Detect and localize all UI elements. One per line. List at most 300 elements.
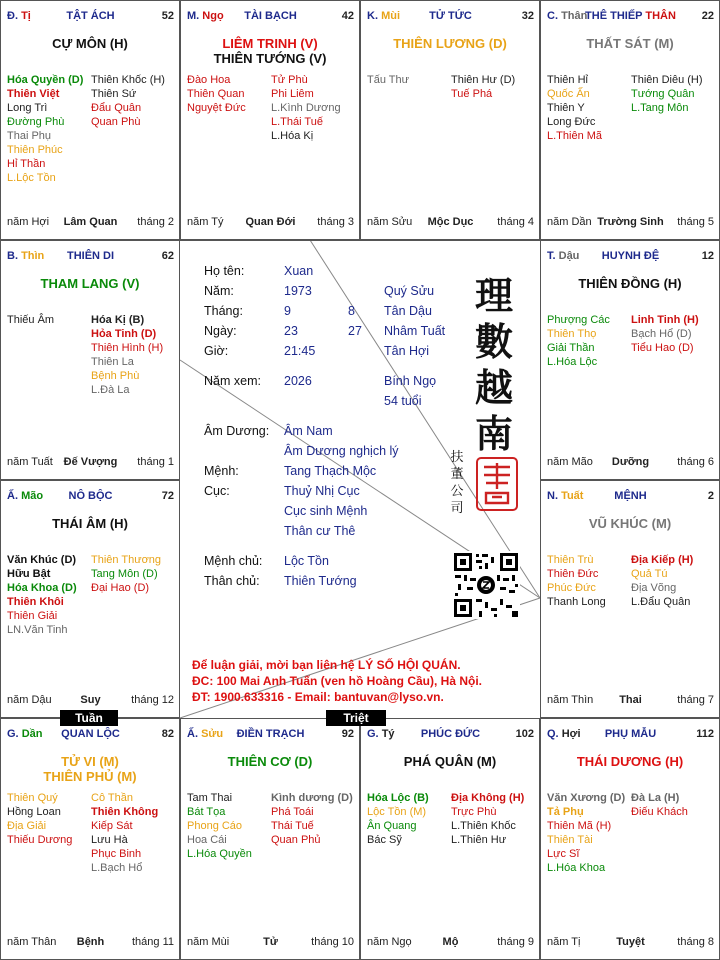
footer-year: năm Tị	[547, 936, 581, 948]
minor-star: Địa Giải	[7, 820, 47, 832]
minor-star: Long Đức	[547, 116, 596, 128]
palace-branch-name: Dần	[21, 728, 43, 740]
tuoi: 54 tuổi	[384, 394, 422, 408]
footer-year: năm Mùi	[187, 936, 230, 948]
main-star: THIÊN LƯƠNG (D)	[393, 36, 507, 51]
ngay-am: Nhâm Tuất	[384, 324, 446, 338]
palace-branch-name: Mùi	[381, 10, 401, 22]
palace-dan[interactable]	[0, 718, 180, 960]
footer-year: năm Dậu	[7, 694, 52, 706]
minor-stars	[7, 553, 175, 637]
footer-year: năm Tuất	[7, 456, 53, 468]
footer-trang-sinh: Mộ	[442, 936, 459, 948]
minor-star: L.Hóa Lộc	[547, 356, 598, 368]
palace-footer	[187, 936, 354, 950]
ngay-label: Ngày:	[204, 324, 237, 338]
minor-star: Hỏa Tinh (D)	[91, 328, 157, 340]
palace-footer	[547, 456, 714, 470]
minor-star: Thái Tuế	[271, 820, 314, 832]
star-column-left	[187, 791, 271, 861]
gio-am: Tân Hợi	[384, 344, 430, 358]
main-star: LIÊM TRINH (V)	[222, 36, 318, 51]
main-star: THIÊN ĐỒNG (H)	[578, 276, 682, 291]
palace-branch-name: Ngọ	[202, 10, 224, 22]
palace-name	[187, 728, 354, 740]
footer-month: tháng 7	[677, 694, 714, 706]
star-column-right	[451, 791, 535, 847]
minor-star: Bệnh Phù	[91, 370, 140, 382]
minor-star: Đẩu Quân	[91, 102, 142, 114]
minor-star: Hóa Kị (B)	[91, 314, 145, 326]
palace-header	[547, 728, 714, 742]
palace-title: THIÊN DI	[66, 250, 115, 262]
minor-star: Phúc Đức	[547, 582, 596, 594]
am-duong-value: Âm Nam	[284, 424, 333, 438]
footer-year: năm Tý	[187, 216, 224, 228]
star-column-left	[7, 553, 91, 637]
am-duong-label: Âm Dương:	[204, 424, 270, 438]
minor-star: Giải Thần	[547, 342, 595, 354]
minor-star: L.Thiên Mã	[547, 130, 603, 142]
minor-star: Cô Thần	[91, 792, 133, 804]
tuan-badge: Tuần	[60, 710, 118, 726]
main-stars	[181, 36, 359, 66]
footer-trang-sinh: Quan Đới	[245, 216, 296, 228]
minor-star: Long Trì	[7, 102, 48, 114]
star-column-right	[91, 313, 175, 397]
main-star: THIÊN CƠ (D)	[227, 754, 313, 769]
palace-stem: M.	[187, 10, 200, 22]
minor-star: Địa Kiếp (H)	[631, 554, 694, 566]
palace-name	[367, 10, 534, 22]
minor-star: Hóa Quyền (D)	[7, 74, 84, 86]
palace-header	[547, 10, 714, 24]
minor-stars	[7, 791, 175, 875]
minor-star: Hóa Khoa (D)	[7, 582, 77, 594]
minor-star: Thiên Quan	[187, 88, 245, 100]
palace-footer	[367, 216, 534, 230]
main-star: THAM LANG (V)	[40, 276, 140, 291]
minor-star: Thiên Khốc (H)	[91, 74, 165, 86]
palace-name	[547, 250, 714, 262]
palace-mui[interactable]	[360, 0, 540, 240]
minor-star: Quan Phù	[91, 116, 141, 128]
seal-char: 董	[450, 467, 464, 482]
palace-footer	[547, 936, 714, 950]
calligraphy-char: 理	[474, 273, 513, 318]
footer-month: tháng 5	[677, 216, 714, 228]
menh-chu-label: Mệnh chủ:	[204, 554, 263, 568]
footer-trang-sinh: Thai	[619, 694, 642, 706]
minor-star: Đường Phù	[7, 116, 65, 128]
minor-star: Kình dương (D)	[271, 792, 353, 804]
palace-stem: C.	[547, 10, 558, 22]
minor-star: Hoa Cái	[187, 834, 227, 846]
minor-star: Văn Xương (D)	[547, 792, 626, 804]
footer-year: năm Hợi	[7, 216, 50, 228]
palace-header	[187, 728, 354, 742]
star-column-right	[271, 73, 355, 143]
palace-name	[547, 490, 714, 502]
palace-age: 42	[341, 10, 354, 22]
palace-footer	[547, 694, 714, 708]
minor-star: Thiếu Âm	[7, 314, 55, 326]
thang-value: 9	[284, 304, 291, 318]
nam-xem-value: 2026	[284, 374, 312, 388]
palace-stem: Q.	[547, 728, 559, 740]
footer-month: tháng 4	[497, 216, 534, 228]
palace-name	[7, 728, 174, 740]
palace-footer	[7, 456, 174, 470]
minor-star: Hữu Bật	[7, 568, 51, 580]
minor-star: Quả Tú	[631, 568, 668, 580]
star-column-left	[7, 791, 91, 875]
minor-star: LN.Văn Tinh	[7, 624, 68, 636]
cuc-value: Thuỷ Nhị Cục	[284, 484, 360, 498]
star-column-right	[91, 553, 175, 637]
palace-footer	[7, 694, 174, 708]
footer-month: tháng 10	[311, 936, 354, 948]
palace-title: TÀI BẠCH	[244, 10, 297, 22]
minor-star: L.Đẩu Quân	[631, 596, 691, 608]
minor-star: Quốc Ấn	[547, 88, 590, 100]
seal-char: 公	[450, 484, 464, 499]
minor-stars	[187, 73, 355, 143]
main-stars	[541, 276, 719, 291]
footer-trang-sinh: Đế Vượng	[63, 456, 118, 468]
ho-ten-value: Xuan	[284, 264, 314, 278]
main-star: THIÊN TƯỚNG (V)	[213, 51, 327, 66]
star-column-right	[631, 553, 715, 609]
palace-footer	[187, 216, 354, 230]
minor-star: Hỉ Thần	[7, 158, 46, 170]
palace-hoi[interactable]	[540, 718, 720, 960]
triet-badge: Triệt	[326, 710, 386, 726]
star-column-left	[367, 73, 451, 101]
palace-branch-name: Mão	[21, 490, 44, 502]
cuc-2: Cục sinh Mệnh	[284, 504, 368, 518]
thang-am-num: 8	[348, 304, 355, 318]
minor-star: Phi Liêm	[271, 88, 314, 100]
minor-star: Thiếu Dương	[7, 834, 73, 846]
star-column-right	[91, 73, 175, 185]
palace-header	[367, 10, 534, 24]
palace-footer	[7, 216, 174, 230]
palace-header	[7, 250, 174, 264]
minor-star: L.Bạch Hổ	[91, 862, 143, 874]
palace-age: 82	[161, 728, 174, 740]
gio-value: 21:45	[284, 344, 316, 358]
minor-star: L.Hóa Khoa	[547, 862, 606, 874]
than-marker: THÂN	[645, 10, 676, 22]
minor-star: Phong Cáo	[187, 820, 243, 832]
palace-age: 12	[701, 250, 714, 262]
palace-branch-name: Thân	[561, 10, 588, 22]
minor-star: Văn Khúc (D)	[7, 554, 77, 566]
thang-am: Tân Dậu	[384, 304, 432, 318]
calligraphy-char: 越	[474, 365, 513, 410]
star-column-right	[91, 791, 175, 875]
palace-thin[interactable]	[0, 240, 180, 480]
palace-ti[interactable]	[0, 0, 180, 240]
minor-star: Phá Toái	[271, 806, 314, 818]
palace-title: TỬ TỨC	[429, 10, 472, 22]
main-star: THIÊN PHỦ (M)	[43, 769, 137, 784]
minor-star: Thiên Không	[91, 806, 159, 818]
minor-star: Thiên Hư (D)	[451, 74, 516, 86]
minor-star: Ân Quang	[367, 820, 417, 832]
ngay-value: 23	[284, 324, 298, 338]
minor-star: Thiên Quý	[7, 792, 58, 804]
minor-star: Lộc Tồn (M)	[367, 806, 427, 818]
minor-star: Quan Phủ	[271, 834, 321, 846]
minor-star: Linh Tinh (H)	[631, 314, 699, 326]
main-stars	[541, 754, 719, 769]
minor-star: Bát Tọa	[187, 806, 226, 818]
palace-stem: G.	[367, 728, 379, 740]
minor-star: Thiên Khôi	[7, 596, 64, 608]
minor-star: Thiên Đức	[547, 568, 599, 580]
palace-name	[547, 728, 714, 740]
palace-header	[547, 250, 714, 264]
nam-label: Năm:	[204, 284, 234, 298]
star-column-left	[547, 553, 631, 609]
minor-star: Thiên Giải	[7, 610, 58, 622]
minor-star: Địa Không (H)	[451, 792, 525, 804]
palace-stem: T.	[547, 250, 556, 262]
cuc-3: Thân cư Thê	[284, 524, 356, 538]
minor-star: Điếu Khách	[631, 806, 688, 818]
main-stars	[1, 754, 179, 784]
minor-star: Thiên Trù	[547, 554, 594, 566]
palace-name	[547, 10, 714, 22]
palace-tuat[interactable]	[540, 480, 720, 718]
palace-branch-name: Dậu	[558, 250, 580, 262]
minor-star: Bác Sỹ	[367, 834, 402, 846]
qr-code-icon[interactable]	[452, 551, 520, 619]
minor-star: Tuế Phá	[451, 88, 493, 100]
menh-value: Tang Thạch Mộc	[284, 464, 377, 478]
minor-stars	[7, 313, 175, 397]
palace-suu[interactable]	[180, 718, 360, 960]
star-column-right	[631, 73, 715, 143]
minor-stars	[547, 313, 715, 369]
palace-title: PHÚC ĐỨC	[420, 728, 481, 740]
footer-year: năm Thìn	[547, 694, 594, 706]
palace-age: 52	[161, 10, 174, 22]
contact-phone-email: ĐT: 1900.633316 - Email: bantuvan@lyso.vn.	[192, 690, 444, 704]
palace-age: 72	[161, 490, 174, 502]
palace-branch-name: Tị	[21, 10, 31, 22]
palace-header	[7, 10, 174, 24]
minor-star: Lưu Hà	[91, 834, 128, 846]
minor-star: L.Thiên Khốc	[451, 820, 516, 832]
main-stars	[361, 36, 539, 51]
footer-year: năm Sửu	[367, 216, 413, 228]
seal-char: 扶	[450, 450, 464, 465]
minor-stars	[187, 791, 355, 861]
main-stars	[1, 516, 179, 531]
star-column-left	[7, 313, 91, 397]
minor-star: Trực Phù	[451, 806, 497, 818]
minor-star: L.Thái Tuế	[271, 116, 323, 128]
palace-header	[187, 10, 354, 24]
palace-age: 62	[161, 250, 174, 262]
footer-month: tháng 9	[497, 936, 534, 948]
ho-ten-label: Họ tên:	[204, 264, 245, 278]
minor-star: L.Tang Môn	[631, 102, 689, 114]
footer-trang-sinh: Tử	[263, 936, 278, 948]
ngay-am-num: 27	[348, 324, 362, 338]
minor-star: Thiên Thương	[91, 554, 162, 566]
palace-branch-name: Sửu	[201, 728, 224, 740]
main-star: TỬ VI (M)	[61, 754, 119, 769]
palace-name	[7, 250, 174, 262]
menh-label: Mệnh:	[204, 464, 239, 478]
palace-stem: Ấ.	[187, 728, 198, 740]
small-seal-text	[448, 449, 466, 517]
palace-title: ĐIỀN TRẠCH	[236, 728, 305, 740]
palace-than[interactable]	[540, 0, 720, 240]
calligraphy-char: 南	[474, 411, 513, 456]
palace-header	[7, 728, 174, 742]
minor-star: Thiên Phúc	[7, 144, 63, 156]
palace-title: QUAN LỘC	[61, 728, 120, 740]
palace-age: 32	[521, 10, 534, 22]
footer-trang-sinh: Dưỡng	[611, 456, 650, 468]
palace-title: TẬT ÁCH	[66, 10, 115, 22]
nam-xem-am: Bính Ngọ	[384, 374, 437, 388]
palace-age: 92	[341, 728, 354, 740]
calligraphy-char: 數	[474, 319, 513, 364]
contact-info	[192, 657, 482, 705]
minor-star: L.Hóa Quyền	[187, 848, 252, 860]
palace-title: NÔ BỘC	[68, 490, 113, 502]
footer-trang-sinh: Suy	[80, 694, 101, 706]
contact-address: ĐC: 100 Mai Anh Tuấn (ven hồ Hoàng Cầu), Hà Nội.	[192, 674, 483, 688]
main-star: VŨ KHÚC (M)	[588, 516, 672, 531]
minor-star: Đại Hao (D)	[91, 582, 150, 594]
footer-month: tháng 12	[131, 694, 174, 706]
minor-stars	[367, 73, 535, 101]
palace-title: HUYNH ĐỆ	[601, 250, 660, 262]
main-stars	[181, 754, 359, 769]
star-column-left	[367, 791, 451, 847]
palace-header	[7, 490, 174, 504]
minor-star: Thiên Diêu (H)	[631, 74, 703, 86]
minor-star: Thiên Thọ	[547, 328, 597, 340]
gio-label: Giờ:	[204, 344, 229, 358]
star-column-right	[271, 791, 355, 861]
minor-star: Tấu Thư	[367, 74, 410, 86]
star-column-right	[631, 313, 715, 369]
palace-age: 102	[515, 728, 534, 740]
footer-month: tháng 11	[131, 936, 174, 948]
palace-footer	[7, 936, 174, 950]
minor-star: Thiên Tài	[547, 834, 593, 846]
minor-star: Thiên Việt	[7, 88, 60, 100]
thang-label: Tháng:	[204, 304, 243, 318]
palace-age: 112	[696, 728, 714, 740]
minor-star: Địa Võng	[631, 582, 677, 594]
seal-char: 司	[450, 501, 464, 516]
palace-dau[interactable]	[540, 240, 720, 480]
footer-month: tháng 3	[317, 216, 354, 228]
nam-value: 1973	[284, 284, 312, 298]
footer-year: năm Ngọ	[367, 936, 412, 948]
palace-age: 22	[701, 10, 714, 22]
footer-trang-sinh: Mộc Dục	[427, 216, 474, 228]
main-star: THÁI DƯƠNG (H)	[576, 754, 684, 769]
palace-stem: Đ.	[7, 10, 18, 22]
footer-trang-sinh: Tuyệt	[616, 936, 645, 948]
palace-age: 2	[707, 490, 714, 502]
footer-trang-sinh: Lâm Quan	[63, 216, 118, 228]
nam-am: Quý Sửu	[384, 284, 435, 298]
nam-xem-label: Năm xem:	[204, 374, 261, 388]
minor-star: L.Đà La	[91, 384, 130, 396]
minor-star: Thiên Mã (H)	[547, 820, 612, 832]
minor-star: Tiểu Hao (D)	[631, 342, 694, 354]
star-column-right	[451, 73, 535, 101]
minor-star: Thiên La	[91, 356, 134, 368]
star-column-left	[547, 313, 631, 369]
minor-star: Thiên Hình (H)	[91, 342, 164, 354]
palace-branch-name: Tý	[381, 728, 395, 740]
footer-year: năm Dần	[547, 216, 592, 228]
palace-mao[interactable]	[0, 480, 180, 718]
minor-star: Phượng Các	[547, 314, 610, 326]
star-column-left	[187, 73, 271, 143]
than-chu-label: Thân chủ:	[204, 574, 260, 588]
palace-name	[7, 10, 174, 22]
footer-month: tháng 8	[677, 936, 714, 948]
minor-stars	[7, 73, 175, 185]
minor-star: L.Thiên Hư	[451, 834, 507, 846]
minor-star: Nguyệt Đức	[187, 102, 246, 114]
minor-star: Tả Phụ	[547, 806, 584, 818]
palace-ty[interactable]	[360, 718, 540, 960]
main-star: CỰ MÔN (H)	[52, 36, 128, 51]
palace-footer	[547, 216, 714, 230]
palace-stem: N.	[547, 490, 558, 502]
main-stars	[1, 276, 179, 291]
palace-stem: K.	[367, 10, 378, 22]
minor-star: Thanh Long	[547, 596, 606, 608]
palace-name	[187, 10, 354, 22]
minor-stars	[367, 791, 535, 847]
palace-name	[7, 490, 174, 502]
minor-star: Tử Phù	[271, 74, 308, 86]
main-stars	[361, 754, 539, 769]
palace-branch-name: Tuất	[561, 490, 584, 502]
star-column-right	[631, 791, 715, 875]
minor-star: Thai Phụ	[7, 130, 52, 142]
than-chu-value: Thiên Tướng	[284, 574, 357, 588]
minor-star: Thiên Y	[547, 102, 585, 114]
palace-ngo[interactable]	[180, 0, 360, 240]
minor-stars	[547, 73, 715, 143]
palace-branch-name: Hợi	[561, 728, 581, 740]
footer-year: năm Thân	[7, 936, 57, 948]
palace-title: THÊ THIẾP	[585, 10, 643, 22]
minor-star: Tướng Quân	[631, 88, 695, 100]
cuc-label: Cục:	[204, 484, 230, 498]
main-stars	[541, 36, 719, 51]
center-info	[180, 240, 540, 719]
minor-star: L.Hóa Kị	[271, 130, 314, 142]
palace-branch-name: Thìn	[21, 250, 45, 262]
